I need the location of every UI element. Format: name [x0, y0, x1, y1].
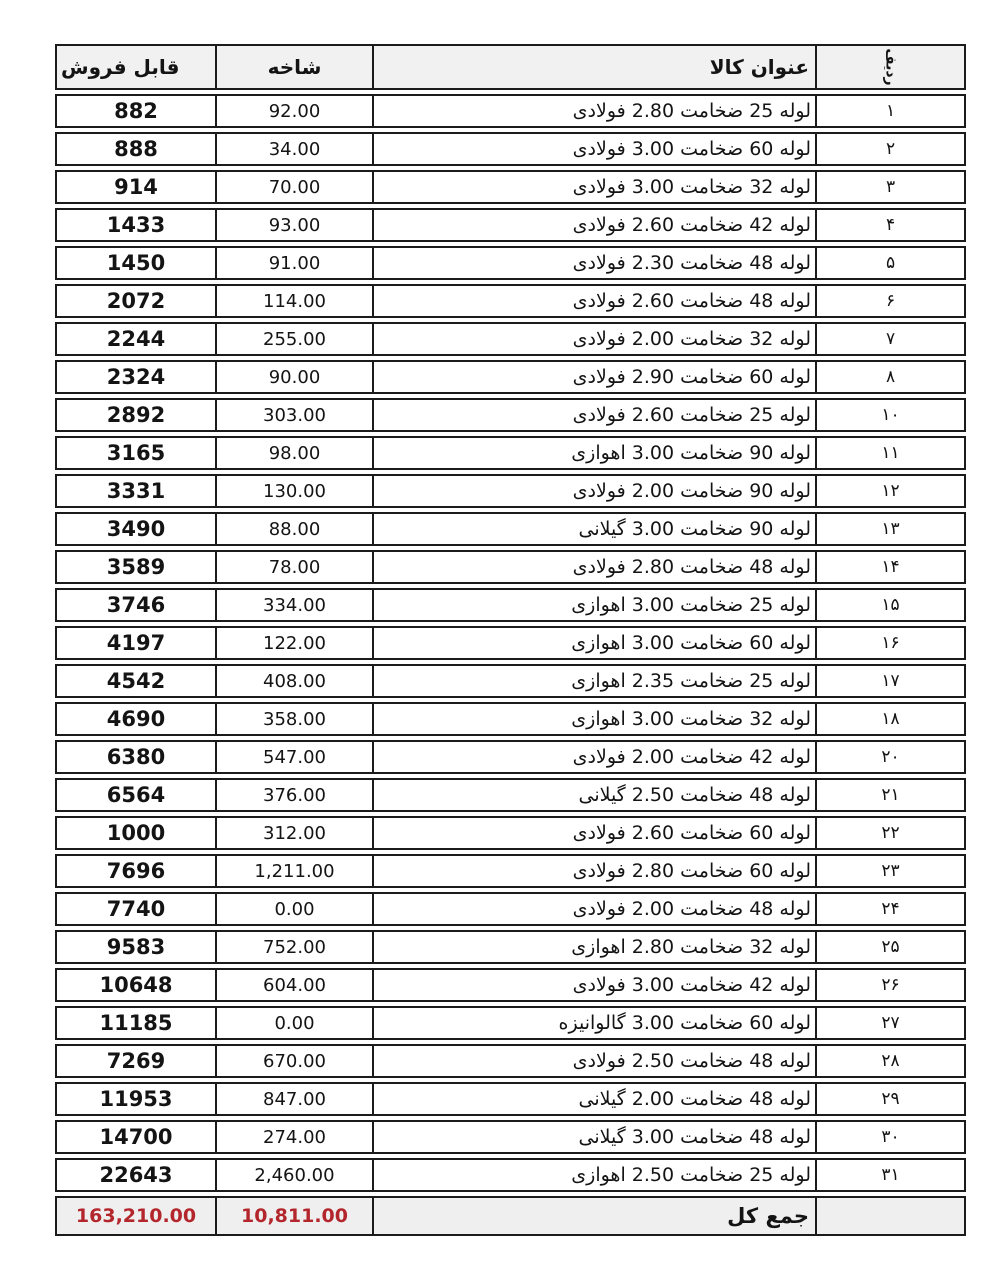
branch-count-cell: 114.00	[215, 286, 372, 316]
table-row	[55, 512, 966, 546]
sellable-qty-cell: 11185	[99, 1011, 173, 1035]
product-title-cell: لوله 25 ضخامت 2.60 فولادی	[372, 400, 815, 430]
table-row	[55, 474, 966, 508]
row-number-cell: ۲۵	[815, 932, 964, 962]
sellable-qty-cell: 2324	[106, 365, 166, 389]
product-title-cell: لوله 32 ضخامت 3.00 اهوازی	[372, 704, 815, 734]
table-row	[55, 246, 966, 280]
product-title-cell: لوله 60 ضخامت 2.60 فولادی	[372, 818, 815, 848]
row-number-cell: ۷	[815, 324, 964, 354]
total-branch-count: 10,811.00	[215, 1198, 372, 1234]
table-row	[55, 398, 966, 432]
row-number-cell: ۳۱	[815, 1160, 964, 1190]
branch-count-cell: 93.00	[215, 210, 372, 240]
product-title-cell: لوله 48 ضخامت 2.60 فولادی	[372, 286, 815, 316]
sellable-qty-cell: 3331	[106, 479, 166, 503]
table-row	[55, 284, 966, 318]
header-product-title: عنوان کالا	[372, 46, 815, 88]
table-row	[55, 1006, 966, 1040]
table-header-row	[55, 44, 966, 90]
row-number-cell: ۲۲	[815, 818, 964, 848]
branch-count-cell: 752.00	[215, 932, 372, 962]
product-title-cell: لوله 42 ضخامت 2.00 فولادی	[372, 742, 815, 772]
sellable-qty-cell: 4690	[106, 707, 166, 731]
branch-count-cell: 90.00	[215, 362, 372, 392]
sellable-qty-cell: 4197	[106, 631, 166, 655]
sellable-qty-cell: 3165	[106, 441, 166, 465]
product-title-cell: لوله 90 ضخامت 3.00 اهوازی	[372, 438, 815, 468]
product-title-cell: لوله 48 ضخامت 2.00 گیلانی	[372, 1084, 815, 1114]
product-title-cell: لوله 48 ضخامت 2.50 فولادی	[372, 1046, 815, 1076]
row-number-cell: ۲۰	[815, 742, 964, 772]
row-number-cell: ۱۰	[815, 400, 964, 430]
table-row	[55, 170, 966, 204]
table-row	[55, 588, 966, 622]
table-body	[55, 94, 966, 1192]
product-title-cell: لوله 90 ضخامت 2.00 فولادی	[372, 476, 815, 506]
table-row	[55, 740, 966, 774]
product-title-cell: لوله 32 ضخامت 3.00 فولادی	[372, 172, 815, 202]
product-title-cell: لوله 25 ضخامت 2.80 فولادی	[372, 96, 815, 126]
product-title-cell: لوله 42 ضخامت 2.60 فولادی	[372, 210, 815, 240]
table-row	[55, 702, 966, 736]
sellable-qty-cell: 6380	[106, 745, 166, 769]
row-number-cell: ۲۹	[815, 1084, 964, 1114]
table-row	[55, 208, 966, 242]
branch-count-cell: 670.00	[215, 1046, 372, 1076]
branch-count-cell: 274.00	[215, 1122, 372, 1152]
branch-count-cell: 34.00	[215, 134, 372, 164]
row-number-cell: ۲۷	[815, 1008, 964, 1038]
table-row	[55, 94, 966, 128]
branch-count-cell: 376.00	[215, 780, 372, 810]
row-number-cell: ۳	[815, 172, 964, 202]
table-row	[55, 360, 966, 394]
row-number-cell: ۲۳	[815, 856, 964, 886]
table-row	[55, 132, 966, 166]
table-row	[55, 664, 966, 698]
branch-count-cell: 604.00	[215, 970, 372, 1000]
header-row-number	[815, 46, 964, 88]
branch-count-cell: 1,211.00	[215, 856, 372, 886]
total-row-number-cell	[815, 1198, 964, 1234]
row-number-cell: ۱۴	[815, 552, 964, 582]
table-row	[55, 892, 966, 926]
table-row	[55, 930, 966, 964]
branch-count-cell: 2,460.00	[215, 1160, 372, 1190]
product-title-cell: لوله 42 ضخامت 3.00 فولادی	[372, 970, 815, 1000]
table-row	[55, 854, 966, 888]
sellable-qty-cell: 11953	[99, 1087, 173, 1111]
table-row	[55, 1120, 966, 1154]
branch-count-cell: 847.00	[215, 1084, 372, 1114]
table-row	[55, 550, 966, 584]
row-number-cell: ۱۸	[815, 704, 964, 734]
row-number-cell: ۶	[815, 286, 964, 316]
product-title-cell: لوله 60 ضخامت 2.80 فولادی	[372, 856, 815, 886]
table-row	[55, 1082, 966, 1116]
table-row	[55, 968, 966, 1002]
product-title-cell: لوله 48 ضخامت 2.50 گیلانی	[372, 780, 815, 810]
table-row	[55, 816, 966, 850]
sellable-qty-cell: 10648	[99, 973, 173, 997]
product-title-cell: لوله 60 ضخامت 3.00 فولادی	[372, 134, 815, 164]
product-title-cell: لوله 48 ضخامت 2.00 فولادی	[372, 894, 815, 924]
row-number-cell: ۲۴	[815, 894, 964, 924]
sellable-qty-cell: 3490	[106, 517, 166, 541]
table-row	[55, 1158, 966, 1192]
row-number-cell: ۳۰	[815, 1122, 964, 1152]
header-branch-count: شاخه	[215, 46, 372, 88]
branch-count-cell: 70.00	[215, 172, 372, 202]
branch-count-cell: 358.00	[215, 704, 372, 734]
branch-count-cell: 0.00	[215, 1008, 372, 1038]
sellable-qty-cell: 2892	[106, 403, 166, 427]
product-title-cell: لوله 25 ضخامت 2.35 اهوازی	[372, 666, 815, 696]
sellable-qty-cell: 22643	[99, 1163, 173, 1187]
total-label: جمع کل	[372, 1198, 815, 1234]
sellable-qty-cell: 7269	[106, 1049, 166, 1073]
branch-count-cell: 312.00	[215, 818, 372, 848]
sellable-qty-cell: 3589	[106, 555, 166, 579]
product-title-cell: لوله 90 ضخامت 3.00 گیلانی	[372, 514, 815, 544]
table-row	[55, 778, 966, 812]
branch-count-cell: 303.00	[215, 400, 372, 430]
sellable-qty-cell: 2072	[106, 289, 166, 313]
table-row	[55, 436, 966, 470]
branch-count-cell: 0.00	[215, 894, 372, 924]
inventory-table	[55, 44, 966, 1236]
sellable-qty-cell: 3746	[106, 593, 166, 617]
row-number-cell: ۴	[815, 210, 964, 240]
row-number-cell: ۲۸	[815, 1046, 964, 1076]
sellable-qty-cell: 914	[114, 175, 158, 199]
product-title-cell: لوله 48 ضخامت 2.30 فولادی	[372, 248, 815, 278]
branch-count-cell: 547.00	[215, 742, 372, 772]
table-row	[55, 626, 966, 660]
sellable-qty-cell: 4542	[106, 669, 166, 693]
sellable-qty-cell: 1433	[106, 213, 166, 237]
branch-count-cell: 98.00	[215, 438, 372, 468]
row-number-cell: ۵	[815, 248, 964, 278]
sellable-qty-cell: 1000	[106, 821, 166, 845]
sellable-qty-cell: 14700	[99, 1125, 173, 1149]
row-number-cell: ۱۲	[815, 476, 964, 506]
row-number-cell: ۲۱	[815, 780, 964, 810]
sellable-qty-cell: 888	[114, 137, 158, 161]
header-row-number-label: ردیف	[882, 48, 899, 86]
product-title-cell: لوله 32 ضخامت 2.80 اهوازی	[372, 932, 815, 962]
row-number-cell: ۲۶	[815, 970, 964, 1000]
header-sellable: قابل فروش	[61, 55, 180, 79]
row-number-cell: ۱۱	[815, 438, 964, 468]
row-number-cell: ۱	[815, 96, 964, 126]
sellable-qty-cell: 6564	[106, 783, 166, 807]
branch-count-cell: 334.00	[215, 590, 372, 620]
row-number-cell: ۲	[815, 134, 964, 164]
product-title-cell: لوله 60 ضخامت 2.90 فولادی	[372, 362, 815, 392]
row-number-cell: ۱۷	[815, 666, 964, 696]
table-total-row	[55, 1196, 966, 1236]
product-title-cell: لوله 25 ضخامت 2.50 اهوازی	[372, 1160, 815, 1190]
product-title-cell: لوله 60 ضخامت 3.00 اهوازی	[372, 628, 815, 658]
branch-count-cell: 408.00	[215, 666, 372, 696]
row-number-cell: ۸	[815, 362, 964, 392]
product-title-cell: لوله 60 ضخامت 3.00 گالوانیزه	[372, 1008, 815, 1038]
product-title-cell: لوله 48 ضخامت 2.80 فولادی	[372, 552, 815, 582]
row-number-cell: ۱۵	[815, 590, 964, 620]
sellable-qty-cell: 1450	[106, 251, 166, 275]
product-title-cell: لوله 25 ضخامت 3.00 اهوازی	[372, 590, 815, 620]
sellable-qty-cell: 7740	[106, 897, 166, 921]
branch-count-cell: 122.00	[215, 628, 372, 658]
sellable-qty-cell: 9583	[106, 935, 166, 959]
total-sellable-qty: 163,210.00	[75, 1205, 197, 1227]
branch-count-cell: 78.00	[215, 552, 372, 582]
sellable-qty-cell: 882	[114, 99, 158, 123]
sellable-qty-cell: 7696	[106, 859, 166, 883]
branch-count-cell: 130.00	[215, 476, 372, 506]
product-title-cell: لوله 48 ضخامت 3.00 گیلانی	[372, 1122, 815, 1152]
row-number-cell: ۱۳	[815, 514, 964, 544]
branch-count-cell: 255.00	[215, 324, 372, 354]
row-number-cell: ۱۶	[815, 628, 964, 658]
sellable-qty-cell: 2244	[106, 327, 166, 351]
table-row	[55, 1044, 966, 1078]
branch-count-cell: 91.00	[215, 248, 372, 278]
product-title-cell: لوله 32 ضخامت 2.00 فولادی	[372, 324, 815, 354]
table-row	[55, 322, 966, 356]
branch-count-cell: 88.00	[215, 514, 372, 544]
branch-count-cell: 92.00	[215, 96, 372, 126]
